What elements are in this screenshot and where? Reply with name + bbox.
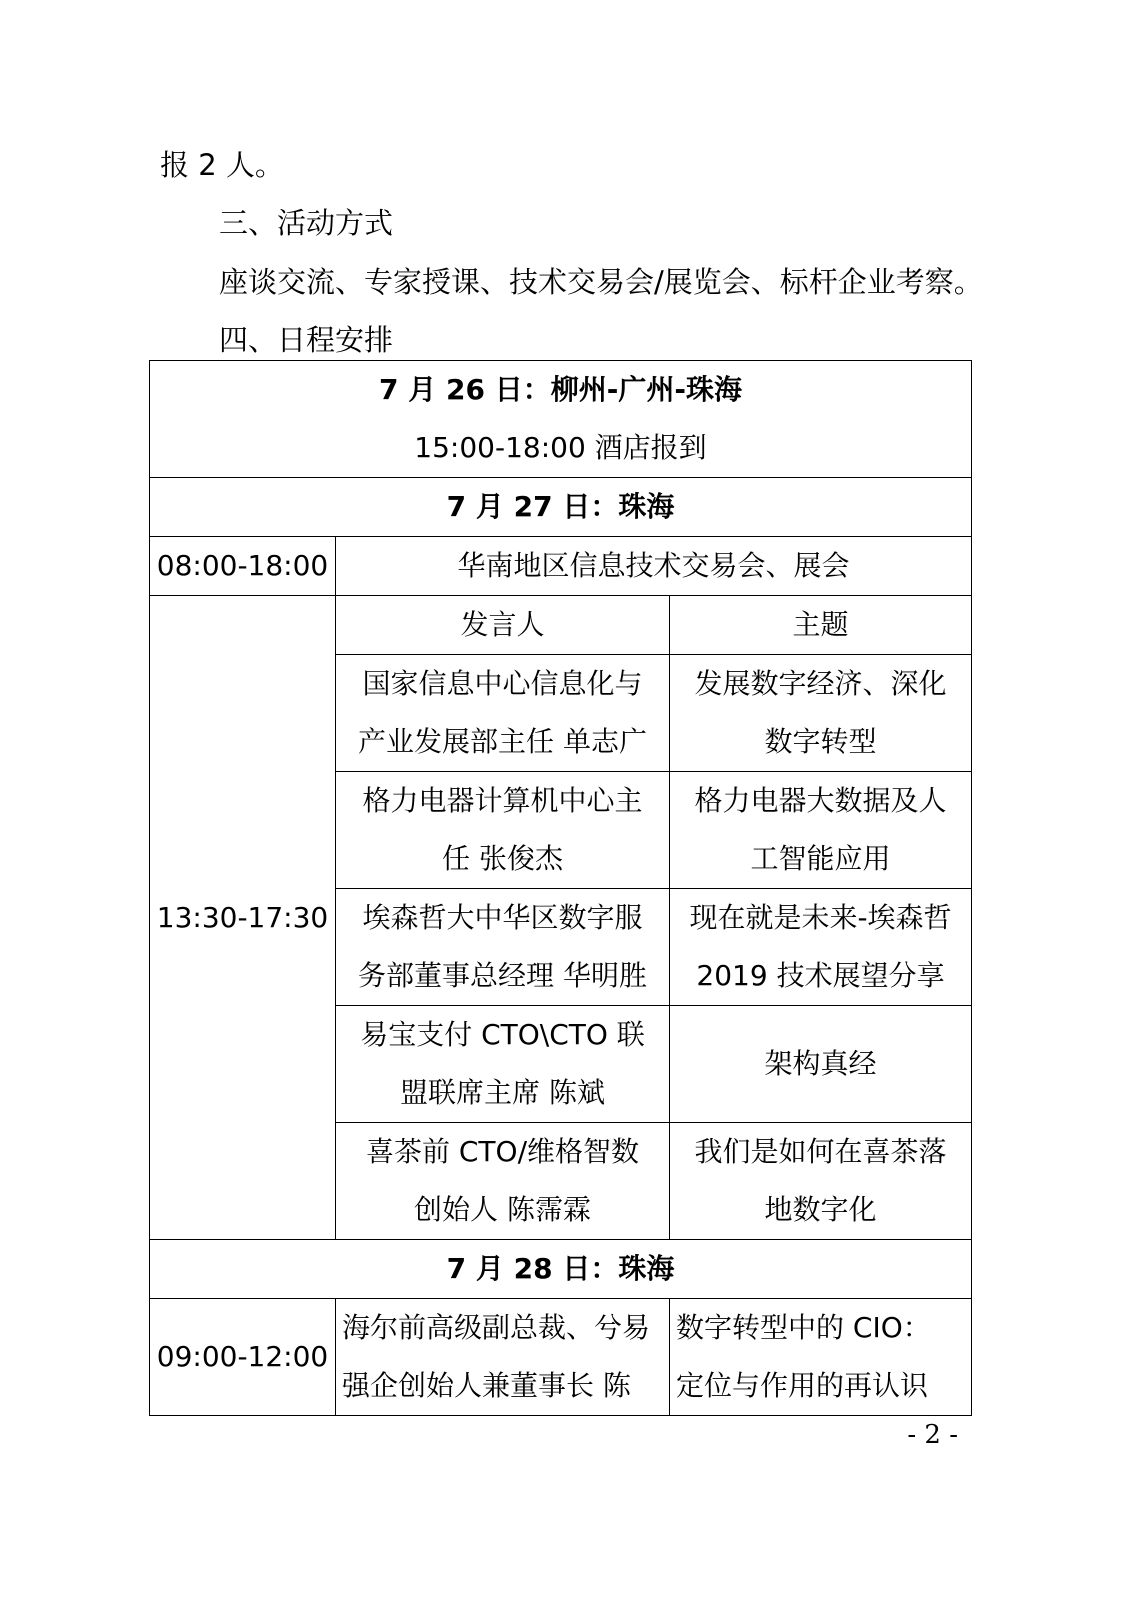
day-heading: 7 月 28 日：珠海 [150, 1240, 972, 1299]
column-header-topic: 主题 [670, 596, 972, 655]
topic-cell: 我们是如何在喜茶落 地数字化 [670, 1123, 972, 1240]
section-heading-activity-method: 三、活动方式 [219, 206, 394, 240]
page-number: - 2 - [907, 1420, 958, 1450]
table-row [150, 537, 972, 596]
speaker-cell: 格力电器计算机中心主 任 张俊杰 [336, 772, 670, 889]
schedule-table [149, 360, 972, 1416]
table-row [150, 596, 972, 655]
table-row [150, 1240, 972, 1299]
speaker-cell: 国家信息中心信息化与 产业发展部主任 单志广 [336, 655, 670, 772]
paragraph-text: 报 2 人。 [160, 148, 284, 182]
topic-cell: 发展数字经济、深化 数字转型 [670, 655, 972, 772]
topic-cell: 格力电器大数据及人 工智能应用 [670, 772, 972, 889]
time-cell: 09:00-12:00 [150, 1299, 336, 1416]
topic-cell: 现在就是未来-埃森哲 2019 技术展望分享 [670, 889, 972, 1006]
paragraph-text: 座谈交流、专家授课、技术交易会/展览会、标杆企业考察。 [219, 265, 983, 299]
time-cell: 08:00-18:00 [150, 537, 336, 596]
day-cell [150, 361, 972, 478]
time-cell: 13:30-17:30 [150, 596, 336, 1240]
event-cell: 华南地区信息技术交易会、展会 [336, 537, 972, 596]
table-row [150, 361, 972, 478]
section-heading-schedule: 四、日程安排 [219, 323, 394, 357]
day-heading: 7 月 27 日：珠海 [150, 478, 972, 537]
topic-cell: 数字转型中的 CIO： 定位与作用的再认识 [670, 1299, 972, 1416]
column-header-speaker: 发言人 [336, 596, 670, 655]
table-row [150, 478, 972, 537]
speaker-cell: 海尔前高级副总裁、兮易 强企创始人兼董事长 陈 [336, 1299, 670, 1416]
topic-cell: 架构真经 [670, 1006, 972, 1123]
day-heading: 7 月 26 日：柳州-广州-珠海 [379, 373, 742, 406]
speaker-cell: 埃森哲大中华区数字服 务部董事总经理 华明胜 [336, 889, 670, 1006]
speaker-cell: 喜茶前 CTO/维格智数 创始人 陈霈霖 [336, 1123, 670, 1240]
table-row [150, 1299, 972, 1416]
speaker-cell: 易宝支付 CTO\CTO 联 盟联席主席 陈斌 [336, 1006, 670, 1123]
day-note: 15:00-18:00 酒店报到 [414, 431, 707, 464]
